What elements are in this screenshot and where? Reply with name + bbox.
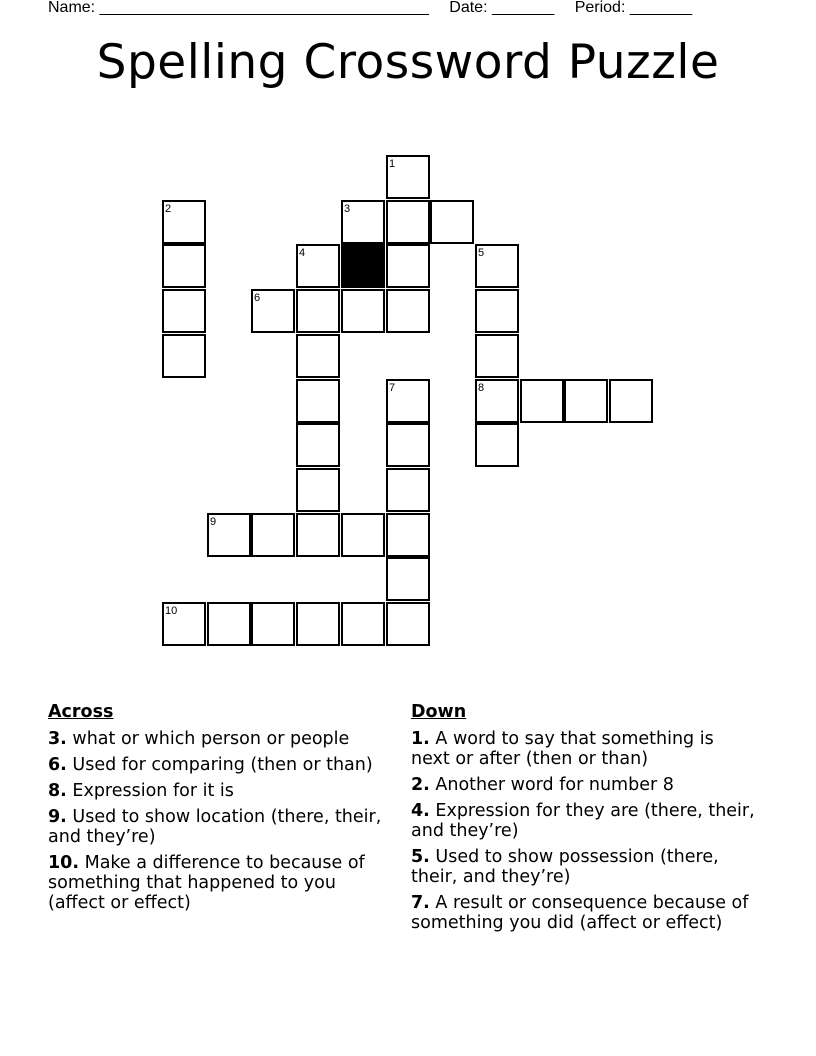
student-info-line	[48, 0, 816, 18]
grid-cell[interactable]	[341, 513, 385, 557]
across-heading: Across	[48, 702, 114, 722]
clue-number: 5	[478, 247, 485, 259]
page-title: Spelling Crossword Puzzle	[96, 35, 720, 90]
grid-cell[interactable]	[475, 334, 519, 378]
date-field[interactable]: Date: _______	[449, 0, 555, 16]
down-clue	[411, 775, 756, 795]
grid-cell[interactable]	[341, 602, 385, 646]
grid-cell[interactable]	[475, 244, 519, 288]
clue-num: 6.	[48, 755, 67, 775]
grid-cell[interactable]	[296, 513, 340, 557]
grid-cell[interactable]	[386, 379, 430, 423]
clue-num: 4.	[411, 801, 430, 821]
grid-cell[interactable]	[296, 244, 340, 288]
clue-text: A result or consequence because of something you did (affect or effect)	[411, 893, 749, 933]
grid-cell[interactable]	[296, 468, 340, 512]
grid-cell[interactable]	[296, 334, 340, 378]
clue-number: 1	[389, 158, 396, 170]
grid-cell[interactable]	[341, 200, 385, 244]
grid-cell[interactable]	[296, 423, 340, 467]
grid-cell[interactable]	[386, 557, 430, 601]
down-clue-list	[411, 729, 756, 933]
grid-cell[interactable]	[475, 379, 519, 423]
grid-cell[interactable]	[162, 602, 206, 646]
period-field[interactable]: Period: _______	[574, 0, 693, 16]
across-clues	[48, 700, 393, 919]
across-clue	[48, 781, 393, 801]
clue-text: Used for comparing (then or than)	[72, 755, 373, 775]
grid-cell[interactable]	[251, 513, 295, 557]
grid-cell[interactable]	[162, 289, 206, 333]
clue-num: 10.	[48, 853, 80, 873]
clue-num: 2.	[411, 775, 430, 795]
clue-text: Make a difference to because of something that happened to you (affect or effect)	[48, 853, 365, 913]
grid-cell[interactable]	[386, 468, 430, 512]
grid-cell[interactable]	[162, 244, 206, 288]
grid-cell[interactable]	[430, 200, 474, 244]
clue-text: Expression for it is	[72, 781, 234, 801]
clue-num: 8.	[48, 781, 67, 801]
grid-cell[interactable]	[162, 334, 206, 378]
down-clues	[411, 700, 756, 939]
grid-cell[interactable]	[386, 289, 430, 333]
grid-cell[interactable]	[296, 289, 340, 333]
grid-cell[interactable]	[520, 379, 564, 423]
clue-number: 9	[210, 516, 217, 528]
across-clue-list	[48, 729, 393, 913]
across-clue	[48, 729, 393, 749]
clue-number: 7	[389, 382, 396, 394]
clue-num: 1.	[411, 729, 430, 749]
grid-cell[interactable]	[386, 155, 430, 199]
clue-num: 3.	[48, 729, 67, 749]
grid-cell[interactable]	[386, 602, 430, 646]
clue-num: 9.	[48, 807, 67, 827]
down-clue	[411, 729, 756, 769]
clue-number: 6	[254, 292, 261, 304]
grid-cell[interactable]	[564, 379, 608, 423]
grid-cell[interactable]	[341, 289, 385, 333]
grid-cell[interactable]	[296, 602, 340, 646]
clue-num: 5.	[411, 847, 430, 867]
clue-text: A word to say that something is next or after (then or than)	[411, 729, 714, 769]
grid-cell[interactable]	[386, 513, 430, 557]
name-field[interactable]: Name: _____________________________________	[48, 0, 429, 16]
clue-text: Used to show possession (there, their, and they’re)	[411, 847, 719, 887]
across-clue	[48, 807, 393, 847]
clue-number: 3	[344, 203, 351, 215]
grid-cell[interactable]	[251, 602, 295, 646]
grid-cell[interactable]	[386, 423, 430, 467]
grid-cell[interactable]	[609, 379, 653, 423]
grid-cell[interactable]	[386, 200, 430, 244]
grid-cell[interactable]	[162, 200, 206, 244]
clue-text: Used to show location (there, their, and they’re)	[48, 807, 382, 847]
across-clue	[48, 755, 393, 775]
clue-text: what or which person or people	[72, 729, 350, 749]
grid-cell[interactable]	[207, 513, 251, 557]
grid-cell[interactable]	[475, 289, 519, 333]
clue-num: 7.	[411, 893, 430, 913]
grid-cell[interactable]	[207, 602, 251, 646]
grid-cell[interactable]	[251, 289, 295, 333]
clue-text: Another word for number 8	[435, 775, 674, 795]
clue-number: 8	[478, 382, 485, 394]
clue-text: Expression for they are (there, their, and they’re)	[411, 801, 755, 841]
blocked-cell	[341, 244, 385, 288]
clue-number: 2	[165, 203, 172, 215]
clue-number: 10	[165, 605, 178, 617]
across-clue	[48, 853, 393, 913]
grid-cell[interactable]	[296, 379, 340, 423]
grid-cell[interactable]	[475, 423, 519, 467]
grid-cell[interactable]	[386, 244, 430, 288]
down-clue	[411, 893, 756, 933]
down-clue	[411, 847, 756, 887]
clue-number: 4	[299, 247, 306, 259]
down-clue	[411, 801, 756, 841]
down-heading: Down	[411, 702, 467, 722]
